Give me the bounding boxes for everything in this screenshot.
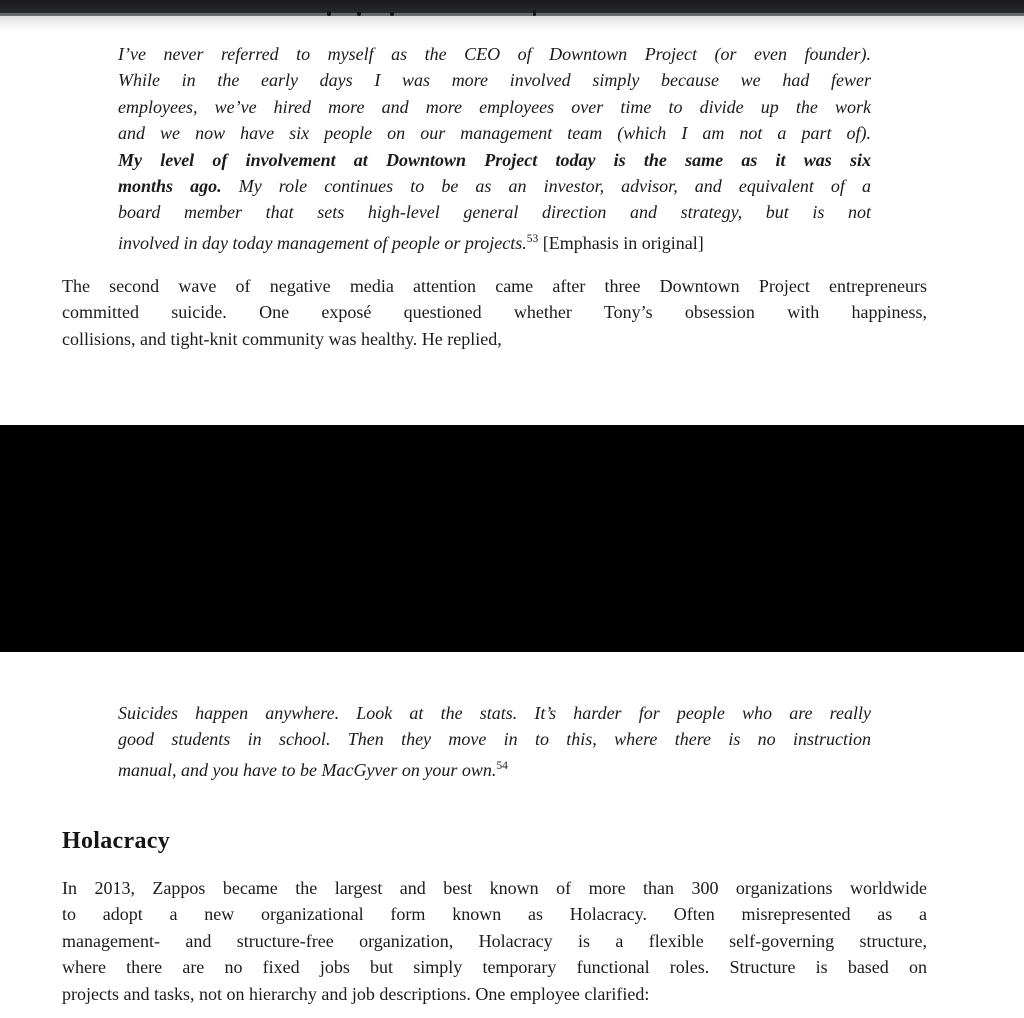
- text-line: to adopt a new organizational form known as Holacracy. Often misrepresented as a: [62, 904, 927, 925]
- cutoff-glyph-fragment: [390, 12, 394, 16]
- text-line: employees, we’ve hired more and more employees over time to divide up the work: [118, 96, 871, 117]
- text-line: Suicides happen anywhere. Look at the stats. It’s harder for people who are really: [118, 703, 871, 723]
- block-quote-suicides: [118, 700, 871, 783]
- cutoff-glyph-fragment: [327, 11, 331, 16]
- text-line: and we now have six people on our management team (which I am not a part of).: [118, 123, 871, 144]
- text-line: I’ve never referred to myself as the CEO of Downtown Project (or even founder).: [118, 44, 871, 64]
- window-top-bar: [0, 0, 1024, 16]
- text-line: projects and tasks, not on hierarchy and job descriptions. One employee clarified:: [62, 983, 650, 1004]
- text-line: where there are no fixed jobs but simply temporary functional roles. Structure is based on: [62, 957, 927, 978]
- text-line: collisions, and tight-knit community was healthy. He replied,: [62, 328, 502, 349]
- text-line: committed suicide. One exposé questioned whether Tony’s obsession with happiness,: [62, 302, 927, 323]
- text-line: board member that sets high-level general direction and strategy, but is not: [118, 202, 871, 223]
- page-top-shadow: [0, 16, 1024, 32]
- text-line: manual, and you have to be MacGyver on your own.$^{54}$: [118, 759, 508, 780]
- section-heading-holacracy: Holacracy: [62, 828, 170, 854]
- cutoff-glyph-fragment: [533, 10, 536, 16]
- redacted-figure-block: [0, 425, 1024, 652]
- text-line: The second wave of negative media attention came after three Downtown Project entrepreneurs: [62, 276, 927, 296]
- text-line: good students in school. Then they move in to this, where there is no instruction: [118, 729, 871, 750]
- text-line: My level of involvement at Downtown Project today is the same as it was six: [118, 149, 871, 170]
- paragraph-second-wave: [62, 273, 927, 352]
- text-line: months ago. My role continues to be as an investor, advisor, and equivalent of a: [118, 176, 872, 197]
- paragraph-holacracy-intro: [62, 875, 927, 1007]
- text-line: management- and structure-free organization, Holacracy is a flexible self-governing structure,: [62, 930, 927, 951]
- text-line: involved in day today management of people or projects.$^{53}$ [Emphasis in original]: [118, 232, 704, 253]
- text-line: In 2013, Zappos became the largest and best known of more than 300 organizations worldwide: [62, 878, 927, 898]
- cutoff-glyph-fragment: [357, 12, 361, 16]
- text-line: While in the early days I was more involved simply because we had fewer: [118, 70, 871, 91]
- block-quote-tony-involvement: [118, 41, 871, 256]
